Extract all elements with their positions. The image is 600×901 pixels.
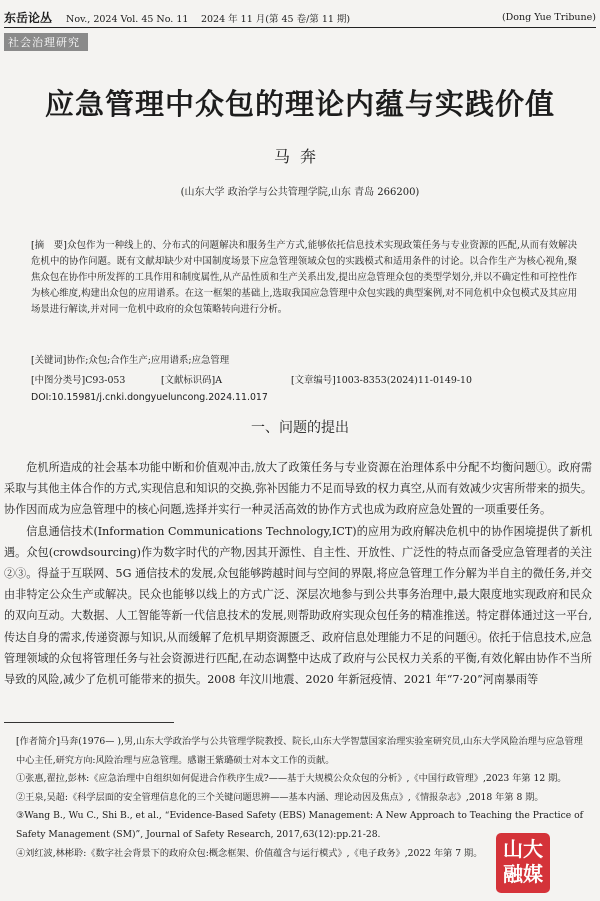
article-author: 马奔 (273, 147, 326, 166)
article-number: [文章编号]1003-8353(2024)11-0149-10 (291, 375, 472, 386)
author-affiliation: (山东大学 政治学与公共管理学院,山东 青岛 266200) (180, 187, 420, 198)
footnote: ③Wang B., Wu C., Shi B., et al., “Evidence-Based Safety (EBS) Management: A New Approach to Teaching the Practice of Safety Management (SM)”, Journal of Safety Research, 2017,63(12):pp.21-28. (16, 810, 584, 840)
media-watermark-logo (496, 833, 550, 893)
watermark-line: 融媒 (503, 862, 543, 886)
section-tag: 社会治理研究 (4, 33, 88, 51)
paragraph: 信息通信技术(Information Communications Technology,ICT)的应用为政府解决危机中的协作困境提供了新机遇。众包(crowdsourcing)作为数字时代的产物,因其开源性、自主性、开放性、广泛性的特点而备受应急管理者的关注②③。得益于互联网、5G 通信技术的发展,众包能够跨越时间与空间的界限,将应急管理工作分解为半自主的微任务,并交由非特定公众生产或解决。民众也能够以线上的方式广泛、深层次地参与到公共事务治理中,最大限度地实现政府和民众的双向互动。大数据、人工智能等新一代信息技术的发展,则帮助政府实现众包任务的精准推送。特定群体通过这一平台,传达自身的需求,传递资源与知识,从而缓解了危机早期资源匮乏、政府信息处理能力不足的问题④。依托于信息技术,应急管理领域的众包将管理任务与社会资源进行匹配,在动态调整中达成了政府与公民权力关系的平衡,有效化解由协作不当所导致的风险,减少了危机可能带来的损失。2008 年汶川地震、2020 年新冠疫情、2021 年“7·20”河南暴雨等 (4, 524, 592, 687)
journal-english-name: (Dong Yue Tribune) (501, 12, 596, 23)
abstract: [摘 要]众包作为一种线上的、分布式的问题解决和服务生产方式,能够依托信息技术实现政策任务与专业资源的匹配,从而有效解决危机中的协作问题。既有文献却缺少对中国制度场景下应急管理领域众包的实践模式和适用条件的讨论。以合作生产为核心视角,聚焦众包在协作中所发挥的工具作用和制度属性,从产品性质和生产关系出发,提出应急管理众包的类型学划分,并以不确定性和可控性作为核心维度,构建出众包的应用谱系。在这一框架的基础上,选取我国应急管理中众包实践的典型案例,对不同危机中众包模式及其应用场景进行解读,并对同一危机中政府的众包策略转向进行分析。 (31, 240, 577, 315)
clc-number: [中图分类号]C93-053 (31, 375, 126, 386)
footnote: ①张惠,翟拉,彭林:《应急治理中自组织如何促进合作秩序生成?——基于大规模公众众包的分析》,《中国行政管理》,2023 年第 12 期。 (16, 773, 567, 785)
classification-line (31, 372, 577, 386)
header-rule (4, 27, 596, 28)
issue-meta: Nov., 2024 Vol. 45 No. 11 2024 年 11 月(第 45 卷/第 11 期) (66, 13, 351, 25)
doi: DOI:10.15981/j.cnki.dongyueluncong.2024.11.017 (31, 392, 268, 403)
journal-brand: 东岳论丛 (4, 11, 53, 25)
article-title: 应急管理中众包的理论内蕴与实践价值 (44, 87, 555, 121)
section-heading: 一、问题的提出 (251, 420, 349, 436)
footnote: ④刘红波,林彬聆:《数字社会背景下的政府众包:概念框架、价值蕴含与运行模式》,《电子政务》,2022 年第 7 期。 (16, 847, 483, 859)
footnote-author-bio: [作者简介]马奔(1976— ),男,山东大学政治学与公共管理学院教授、院长,山东大学智慧国家治理实验室研究员,山东大学风险治理与应急管理中心主任,研究方向:风险治理与应急管理。感谢王紫璐硕士对本文工作的贡献。 (16, 736, 583, 766)
paragraph: 危机所造成的社会基本功能中断和价值观冲击,放大了政策任务与专业资源在治理体系中分配不均衡问题①。政府需采取与其他主体合作的方式,实现信息和知识的交换,弥补因能力不足而导致的权力真空,从而有效减少灾害所带来的损失。协作因而成为应急管理中的核心问题,选择并实行一种灵活高效的协作方式也成为政府应急处置的一项重要任务。 (4, 461, 592, 517)
watermark-line: 山大 (503, 837, 543, 861)
running-header (4, 9, 596, 26)
footnote-rule (4, 722, 174, 723)
footnote: ②王泉,吴超:《科学层面的安全管理信息化的三个关键问题思辨——基本内涵、理论动因及焦点》,《情报杂志》,2018 年第 8 期。 (16, 791, 544, 803)
keywords: [关键词]协作;众包;合作生产;应用谱系;应急管理 (31, 355, 230, 366)
document-code: [文献标识码]A (161, 375, 222, 386)
body-text (4, 457, 592, 690)
